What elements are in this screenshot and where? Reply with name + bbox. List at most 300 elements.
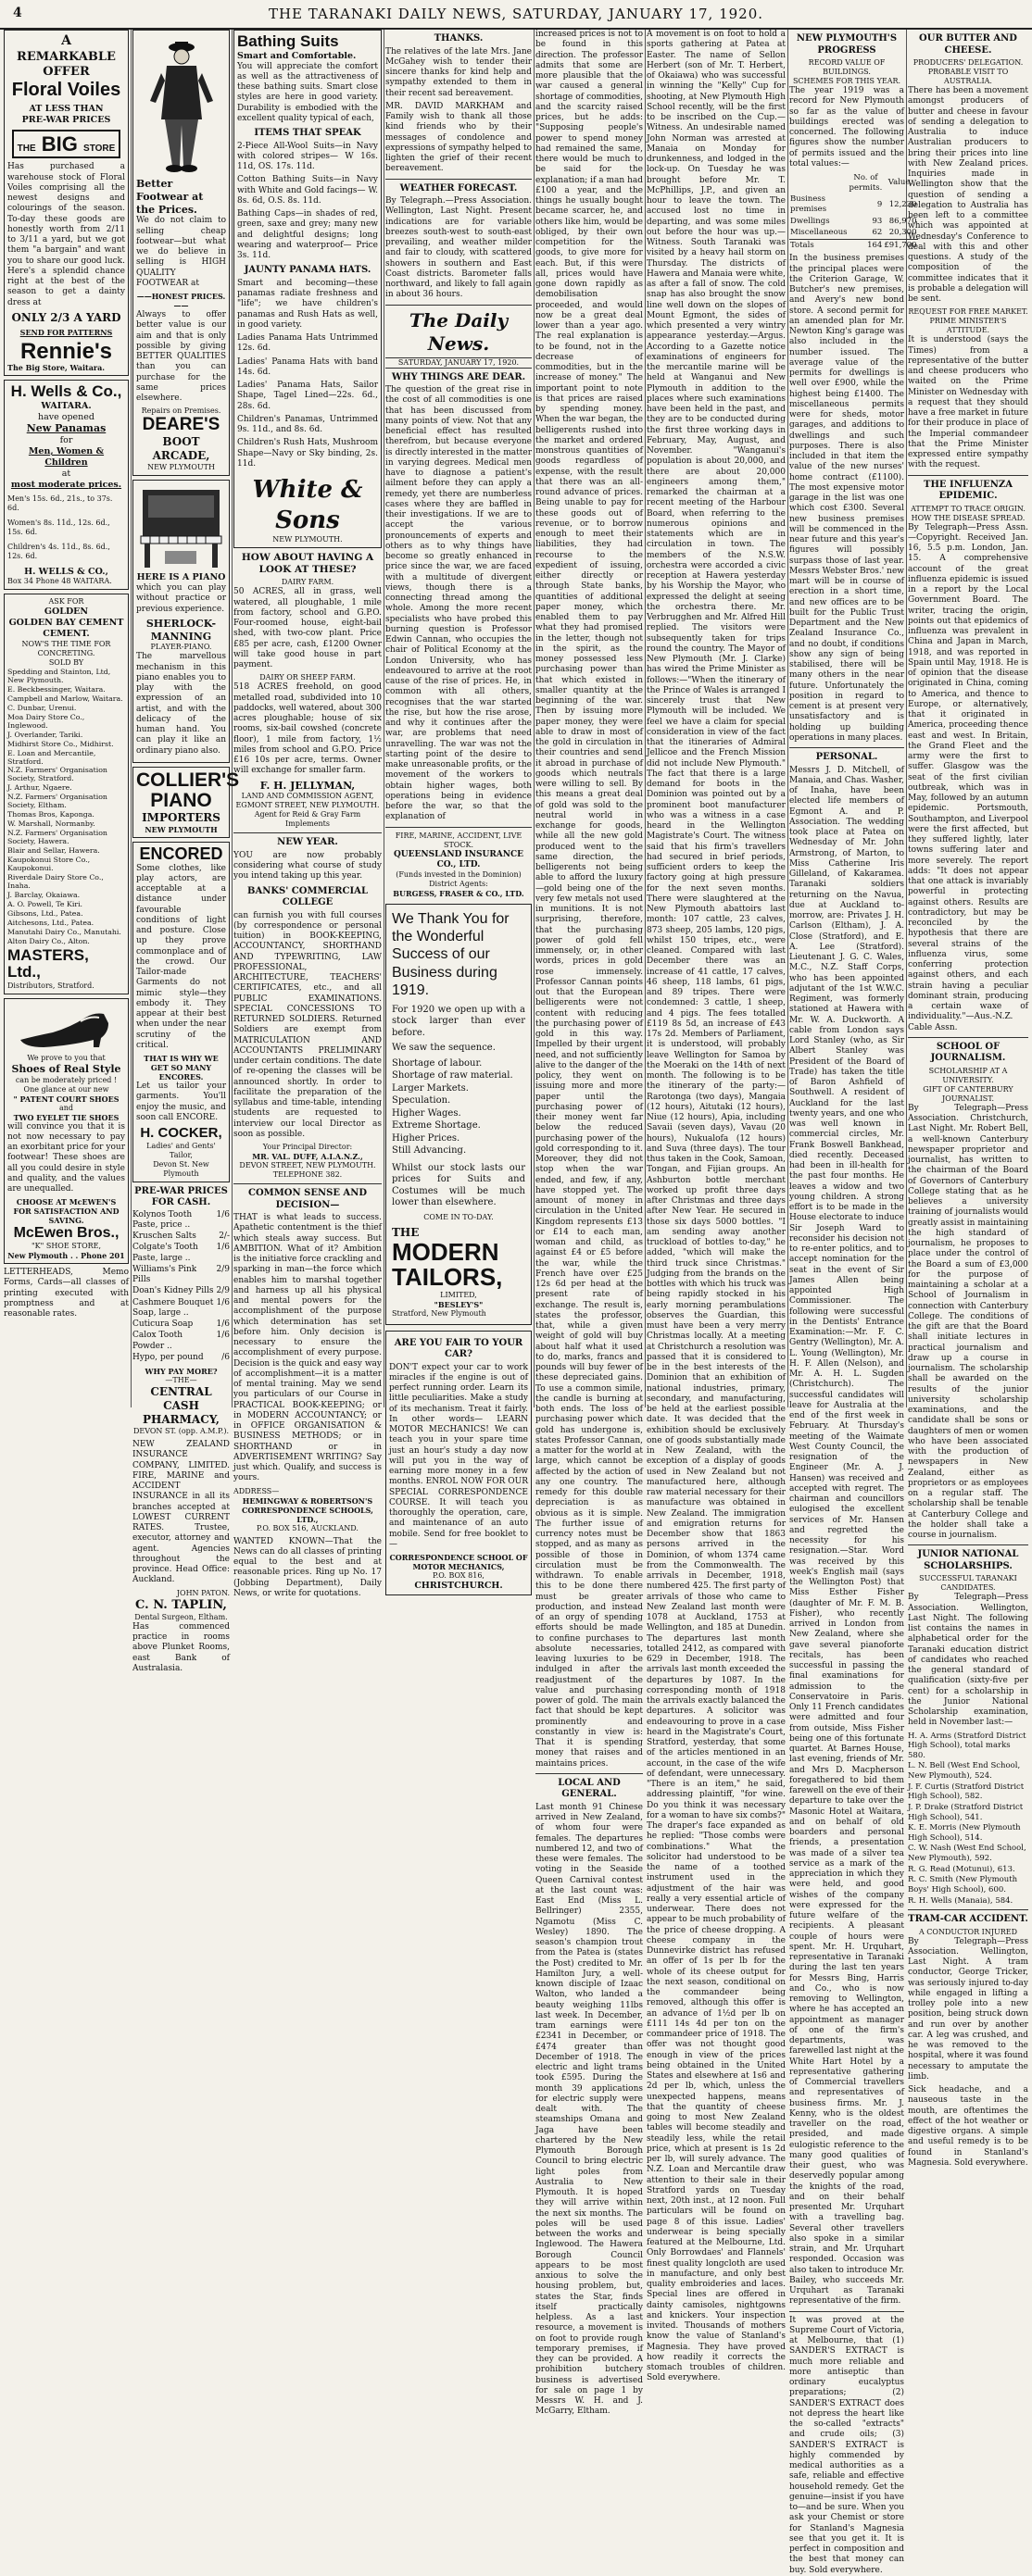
editorial-continued: increased prices is not to be found in this direction. The professor admits that some are more plausible that the war caused a general shortage of commodities, and the scarcity raised prices, but he adds: "Supposing people's power to spend money had remained the same, there would be much to be said for the explanation; if a man had £100 a year, and the things he usually bought became scarcer, he, and others like him, would be obliged, by their own competition for the goods, to give more for each. But, if this were all, prices would have gone down rapidly as demobilisation proceeded, and would now be a great deal lower than a year ago. The real explanation is to be found, not in the decrease of commodities, but in the increase of money." The important point to note is that prices are raised by spending money. When the war began, the belligerents rushed into the market and ordered monstrous quantities of goods regardless of expense, with the result that there was an all-round advance of prices. Being unable to pay for these goods out of revenue, or to borrow enough to meet their liabilities, they had recourse to the expedient of issuing, either directly or through State banks, quantities of additional paper money, which enabled them to pay what they had promised in the letter, though not in the spirit, as the money possessed less purchasing power than that which existed in smaller quantity at the beginning of the war. Then by issuing more paper money, they were able to draw in most of the gold in circulation in their countries and send it abroad in purchase of goods which neutrals were willing to sell. By this means a great deal of gold was sold to the neutral world in exchange for goods, while all the new gold produced went to the same direction, the belligerents not being able to afford the luxury—gold being one of the very few metals not used in munitions. It is not surprising, therefore, that the purchasing power of gold fell immensely, or, in other words, prices in gold rose immensely. Professor Cannan points out that the European belligerents were not content with reducing the purchasing power of gold in this way. Impelled by their urgent need, and not sufficiently alive to the danger of the policy, they went on issuing more and more paper until the purchasing power of their money went far below the reduced purchasing power of the gold corresponding to it. Moreover, they did not stop when the war ended, and few, if any, have stopped yet. The amount of money in circulation in the United Kingdom represents £13 or £14 to each man, woman and child, as against £4 or £5 before the war, while the French have over £25 12s 6d per head at the present rate of exchange. The result is, states the professor, that, while a given weight of gold will buy about half what it used to do, marks, francs and pounds will buy fewer of these depreciated gains. To use a common simile, the candle is burning at both ends. The loss of purchasing power which gold has undergone is, states Professor Cannan, a matter for the world at large, which cannot be affected by the action of any one country. The remedy for this double depreciation is as obvious as it is simple. The further issue of currency notes must be stopped, and as many as possible of those in circulation must be withdrawn. To enable this to be done there must be greater production, and instead of an orgy of spending efforts should be made to confine purchases to absolute necessaries, leaving luxuries to be indulged in after the readjustment of the value and purchasing power of gold. The main fact that should be kept prominently and constantly in view is: That it is spending money that raises and maintains prices. xyxy=(535,30,643,1769)
table-cell: Miscellaneous xyxy=(790,228,848,238)
ad-body: can furnish you with full courses (by correspondence or personal tuition) in BOOK-KEEPING, ACCOUNTANCY, SHORTHAND AND TYPEWRITING, LAW PROFESSIONAL, ARCHITECTURE, TEACHERS' CERTIFICATES, etc., and all PUBLIC EXAMINATIONS. SPECIAL CONCESSIONS TO RETURNED SOLDIERS. Returned Soldiers are exempt from MATRICULATION AND ACCOUNTANTS PRELIMINARY under certain conditions. The date of re-opening the classes will be announced shortly. In order to facilitate the preparation of the syllabus and time-table, intending students are requested to interview our local Director as soon as possible. xyxy=(233,910,382,1139)
college-ad xyxy=(233,837,382,1180)
ad-text: most moderate prices. xyxy=(10,479,122,490)
article-body: It is understood (says the Times) from a representative of the butter and cheese producers who waited on the Prime Minister on Wednesday with a request that they should have a free market in future for their produce in place of the Imperial commandeer that the Prime Minister expressed entire sympathy with the request. xyxy=(908,335,1028,470)
ad-text: NEW PLYMOUTH xyxy=(147,463,215,472)
article-heading: SCHOOL OF JOURNALISM. xyxy=(930,1041,1006,1064)
seller-item: J. Barclay, Okaiawa. xyxy=(7,890,81,899)
article-subheading: RECORD VALUE OF BUILDINGS. xyxy=(808,58,886,76)
table-row xyxy=(789,194,918,215)
ad-heading: ARE YOU FAIR TO YOUR CAR? xyxy=(394,1337,523,1360)
divider xyxy=(233,832,382,833)
ad-body: which you can play without practice or previous experience. xyxy=(136,583,226,614)
editorial-body: The question of the great rise in the cost of all commodities is one that has been discussed from many points of view. Not that any beneficial effect has resulted therefrom, but because everyone is directly interested in the matter in varying degrees. Medical men have to diagnose a patient's ailment before they can apply a remedy, yet there are numberless cases where they are baffled in their investigations. If we are to accept the various pronouncements of experts and others as to why things have become so greatly enhanced in price since the war, we are faced with a multitude of divergent views, though there is a connecting thread among the whole. Among the more recent specialists who have probed this burning question is Professor Edwin Cannan, who occupies the chair of Political Economy at the London University, who has endeavoured to arrive at the root cause of the rise of prices. He, in common with all others, recognises that the war started the rise, but how the rise arose, and why it continues after the war, are problems that need unravelling. The war was not the starting point of the desire to make unreasonable profits, or the movement of the workers to obtain higher wages, both operations being in evidence before the war, so that the explanation of xyxy=(385,385,532,822)
article-subheading: SCHOLARSHIP AT A UNIVERSITY. xyxy=(928,1066,1008,1084)
ad-text: ASK FOR xyxy=(48,597,84,606)
column-rule xyxy=(232,30,233,1407)
ad-text: MR. VAL. DUFF, A.I.A.N.Z., xyxy=(252,1152,363,1162)
list-item: Extreme Shortage. xyxy=(392,1120,481,1132)
ad-text: TELEPHONE 382. xyxy=(272,1170,343,1180)
list-item: Speculation. xyxy=(392,1095,451,1107)
ad-heading: JAUNTY PANAMA HATS. xyxy=(244,265,371,276)
price-item: Cashmere Bouquet Soap, large .. xyxy=(132,1297,214,1318)
price-item: Colgate's Tooth Paste, large .. xyxy=(132,1243,198,1263)
ad-title: the Prices. xyxy=(136,203,197,216)
table-cell: Totals xyxy=(790,240,814,250)
notice-body: The relatives of the late Mrs. Jane McGahey wish to tender their sincere thanks for kind help and sympathy extended to them in their recent sad bereavement. xyxy=(385,46,532,98)
list-item: Shortage of raw material. xyxy=(392,1070,513,1082)
ad-brand: CENTRAL CASH xyxy=(150,1385,212,1413)
divider xyxy=(535,1773,643,1774)
seller-item: J. Overlander, Tariki. xyxy=(7,730,83,739)
ad-text: Children's 4s. 11d., 8s. 6d., 12s. 6d. xyxy=(7,542,110,560)
ad-body: 50 ACRES, all in grass, well watered, all ploughable, 1 mile from factory, school and G.P.O. Four-roomed house, eight-bail shed, with two-cow plant. Price £85 per acre, cash, £1200 Owner will take good house in part payment. xyxy=(233,587,382,670)
ad-text: DEVON STREET, NEW PLYMOUTH. xyxy=(239,1161,376,1170)
ad-body: Has commenced practice in rooms above Plunket Rooms, east Bank of Australasia. xyxy=(132,1621,230,1673)
ad-text: JOHN PATON. xyxy=(176,1588,230,1597)
piano-illustration xyxy=(137,486,225,569)
ad-body: THAT is what leads to success. Apathetic contentment is the thief which steals away success. But AMBITION. What of it? Ambition is the initiative force crackling and sparking in man—the force which enables him to marshal together and harness up all his physical and mental powers for the accomplishment of the purpose which determination has set before him. Only decision is necessary to ensure the accomplishment of every purpose. Decision is the quick and easy way of accomplishment—it is a matter of mental training. May we send you particulars of our Course in PRACTICAL BOOK-KEEPING; or in MODERN ACCOUNTANCY; or in OFFICE ORGANISATION & BUSINESS METHODS; or in SHORTHAND or in ADVERTISEMENT WRITING? Say just which. Qualify, and success is yours. xyxy=(233,1213,382,1483)
ad-text: Agent for Reid & Gray Farm Implements xyxy=(254,810,361,829)
ad-text: THAT IS WHY WE GET SO MANY ENCORES. xyxy=(144,1054,219,1082)
price-value: /6 xyxy=(221,1352,230,1362)
advertorial: It was proved at the Supreme Court of Victoria, at Melbourne, that (1) SANDER'S EXTRACT is much more reliable and more antiseptic than ordinary eucalyptus preparations; (2) SANDER'S EXTRACT does not depress the heart like the so-called "extracts" and crude oils; (3) SANDER'S EXTRACT is highly commended by medical authorities as a safe, reliable and effective household remedy. Get the genuine—insist if you have to—and be sure. When you ask your Chemist or store for Stanland's Magnesia see that you get it. It is perfect in composition and the best that money can buy. Sold everywhere. xyxy=(789,2315,904,2575)
ad-text: TWO EYELET TIE SHOES xyxy=(13,1112,120,1122)
ad-text: COME IN TO-DAY. xyxy=(423,1212,494,1221)
section-heading: WEATHER FORECAST. xyxy=(399,182,518,194)
column-rule xyxy=(131,30,132,1407)
article-heading: TRAM-CAR ACCIDENT. xyxy=(908,1914,1028,1925)
editorial-heading: WHY THINGS ARE DEAR. xyxy=(391,371,526,382)
price-item: Doan's Kidney Pills xyxy=(132,1286,214,1296)
ad-text: BURGESS, FRASER & CO., LTD. xyxy=(393,889,524,898)
ad-text: at xyxy=(61,468,71,479)
ad-brand: MASTERS, Ltd., xyxy=(7,945,89,982)
ad-heading: HOW ABOUT HAVING A LOOK AT THESE? xyxy=(241,552,374,576)
ad-text: GOLDEN BAY CEMENT xyxy=(8,618,124,629)
logo-text: STORE xyxy=(83,143,116,154)
article-subheading: PRIME MINISTER'S ATTITUDE. xyxy=(929,317,1007,335)
queensland-insurance-ad xyxy=(385,832,532,899)
price-value: 1/6 xyxy=(216,1319,230,1330)
ad-text: Smart and Comfortable. xyxy=(237,50,357,61)
table-header: Value. xyxy=(887,178,913,188)
ad-text: LIMITED, xyxy=(440,1290,477,1299)
seller-item: Kaupokonui Store Co., Kaupokonui. xyxy=(7,856,91,872)
table-cell: Business premises xyxy=(790,194,827,214)
scholar-item: R. H. Wells (Manaia), 584. xyxy=(908,1895,1013,1906)
price-row xyxy=(132,1265,230,1286)
ad-title: Floral Voiles xyxy=(11,80,121,100)
newspaper-nameplate: The Daily News. xyxy=(409,308,509,355)
scholar-item: J. F. Curtis (Stratford District High School), 582. xyxy=(908,1782,1025,1802)
ad-text: FIRE, MARINE, ACCIDENT, LIVE STOCK. xyxy=(395,831,522,849)
divider xyxy=(908,1037,1028,1038)
motor-school-ad xyxy=(385,1331,532,1595)
divider xyxy=(789,747,904,748)
ad-list xyxy=(392,1058,525,1157)
article-body: By Telegraph—Press Association. Wellington, Last Night. A tram conductor, George Tricker, was seriously injured to-day while engaged in lifting a trolley pole into a new position, being struck down and run over by another car. A leg was crushed, and he was removed to the hospital, where it was found necessary to amputate the limb. xyxy=(908,1936,1028,2082)
ad-text: ——HONEST PRICES.—— xyxy=(136,292,226,310)
ad-body: Smart and becoming—these panamas radiate freshness and "life"; we have children's panamas and Rush Hats as well, in good variety. xyxy=(237,278,378,330)
list-item: Higher Wages. xyxy=(392,1107,461,1119)
ad-text: NEW PLYMOUTH. xyxy=(272,535,343,544)
price-item: Kruschen Salts xyxy=(132,1232,196,1242)
article-subheading: SCHEMES FOR THIS YEAR. xyxy=(792,77,901,85)
ad-text: Box 34 Phone 48 WAITARA. xyxy=(7,577,112,586)
divider xyxy=(908,1544,1028,1545)
ad-body: We do not claim to selling cheap footwear—but what we do believe in selling is HIGH QUALITY FOOTWEAR at xyxy=(136,216,226,288)
seller-item: C. Dunbar, Urenui. xyxy=(7,703,77,712)
price-item: Kolynos Tooth Paste, price .. xyxy=(132,1209,193,1230)
ad-brand: H. COCKER, xyxy=(140,1125,222,1142)
article-heading: OUR BUTTER AND CHEESE. xyxy=(919,33,1017,56)
price-value: 2/9 xyxy=(216,1286,230,1296)
ad-text: "K" SHOE STORE, xyxy=(31,1242,102,1251)
item-list xyxy=(237,333,378,469)
ad-text: Ladies' and Gents' Tailor, xyxy=(146,1141,216,1159)
seller-item: Manutahi Dairy Co., Manutahi. xyxy=(7,927,121,936)
table-cell: 62 xyxy=(872,228,883,238)
deares-ad xyxy=(132,30,230,476)
correspondence-ad xyxy=(233,1188,382,1599)
ad-body: Always to offer better value is our aim and that is only possible by giving BETTER QUALITIES than you can purchase for the same prices elsewhere. xyxy=(136,310,226,403)
seller-item: Blair and Sellar, Hawera. xyxy=(7,846,100,856)
ad-text: We prove to you that xyxy=(27,1053,106,1062)
ad-text: CORRESPONDENCE SCHOOL OF MOTOR MECHANICS, xyxy=(389,1553,528,1572)
scholar-list xyxy=(908,1732,1028,1907)
scholar-item: K. E. Morris (New Plymouth High School), 514. xyxy=(908,1823,1021,1843)
seller-item: Alton Dairy Co., Alton. xyxy=(7,936,90,945)
pharmacy-ad xyxy=(132,1186,230,1675)
ad-title: HERE IS A PIANO xyxy=(136,572,226,583)
ad-text: WHY PAY MORE? xyxy=(145,1367,218,1377)
man-illustration xyxy=(145,36,219,175)
ad-brand: Rennie's xyxy=(19,338,113,364)
ad-heading: NEW YEAR. xyxy=(277,837,338,848)
ad-text: P.O. BOX 816, xyxy=(433,1571,485,1581)
ad-body: YOU are now probably considering what course of study you intend taking up this year. xyxy=(233,850,382,882)
ad-text: A xyxy=(61,33,71,48)
ad-body: For 1920 we open up with a stock larger than ever before. xyxy=(392,1004,525,1038)
ad-text: Men, Women & Children xyxy=(28,446,105,468)
ad-text: Repairs on Premises. xyxy=(141,406,221,416)
seller-item: Spedding and Stainton, Ltd, New Plymouth. xyxy=(7,668,111,684)
ad-text: DAIRY FARM. xyxy=(281,578,334,587)
encored-ad xyxy=(132,842,230,1182)
article-heading: JUNIOR NATIONAL SCHOLARSHIPS. xyxy=(917,1549,1019,1571)
seller-item: E. Loan and Mercantile, Stratford. xyxy=(7,748,96,766)
table-row xyxy=(789,216,918,228)
column-2 xyxy=(132,30,240,1673)
article-subheading: SUCCESSFUL TARANAKI CANDIDATES. xyxy=(919,1574,1017,1593)
advertorial: Sick headache, and a nauseous taste in the mouth, are oftentimes the effect of the hot weather or digestive organs. A simple and useful remedy is to be found in Stanland's Magnesia. Sold everywhere. xyxy=(908,2085,1028,2168)
divider xyxy=(385,179,532,180)
ad-text: AT LESS THAN xyxy=(29,104,104,114)
item-entry: Children's Panamas, Untrimmed 9s. 11d., and 8s. 6d. xyxy=(237,414,378,435)
shoes-ad xyxy=(4,998,129,1264)
shoe-illustration xyxy=(16,1005,118,1051)
ad-text: SEND FOR PATTERNS xyxy=(19,327,113,337)
seller-item: Riverdale Dairy Store Co., Inaha. xyxy=(7,872,104,890)
insurance-notice: NEW ZEALAND INSURANCE COMPANY, LIMITED. FIRE, MARINE and ACCIDENT INSURANCE in all its branches accepted at LOWEST CURRENT RATES. Trustee, executor, attorney and agent. Agencies throughout the province. Head Office: Auckland. xyxy=(132,1440,230,1585)
edition-date: SATURDAY, JANUARY 17, 1920. xyxy=(385,357,532,369)
ad-text: CHOOSE AT McEWEN'S FOR SATISFACTION AND SAVING. xyxy=(13,1197,120,1226)
price-value: 1/6 xyxy=(216,1297,230,1307)
ad-text: The Big Store, Waitara. xyxy=(7,362,106,372)
divider xyxy=(908,1909,1028,1910)
column-4 xyxy=(385,30,532,1592)
item-entry: Ladies Panama Hats Untrimmed 12s. 6d. xyxy=(237,333,378,354)
masthead xyxy=(0,0,1032,30)
ad-text: IMPORTERS xyxy=(142,810,220,824)
seller-item: N.Z. Farmers' Organisation Society, Eltham. xyxy=(7,793,107,810)
ad-text: —THE— xyxy=(165,1376,197,1385)
ad-body: WANTED KNOWN—That the News can do all classes of printing equal to the best and at reasonable prices. Ring up No. 17 (Jobbing Department), Daily News, or write for quotations. xyxy=(233,1536,382,1598)
article-body: There has been a movement amongst producers of butter and cheese in favour of sending a delegation to Australia to induce Australian producers to bring their prices into line with New Zealand prices. Inquiries made in Wellington show that the question of sending a delegation to Australia has been left to a committee which was appointed at Wednesday's Conference to deal with this and other questions. A study of the composition of the committee indicates that it is probable a delegation will be sent. xyxy=(908,86,1028,304)
ad-text: WAITARA. xyxy=(41,400,92,411)
ad-text: " PATENT COURT SHOES xyxy=(13,1094,120,1104)
table-cell: Dwellings xyxy=(790,216,830,226)
article-body: The year 1919 was a record for New Plymouth so far as the value of buildings erected was concerned. The following figures show the number of permits issued and the total values:— xyxy=(789,86,904,169)
ad-text: One glance at our new xyxy=(23,1084,109,1094)
ad-text: PLAYER-PIANO. xyxy=(150,643,212,652)
price-row xyxy=(132,1319,230,1330)
ad-text: Women's 8s. 11d., 12s. 6d., 15s. 6d. xyxy=(7,518,110,536)
article-subheading: PRODUCERS' DELEGATION. xyxy=(912,58,1024,67)
seller-item: Moa Dairy Store Co., Inglewood. xyxy=(7,712,85,730)
notice-body: By Telegraph.—Press Association. Wellington, Last Night. Present indications are for variable breezes south-west to south-east prevailing, and weather milder and fair to cloudy, with scattered showers in southern and East Coast districts. Barometer falls northward, and likely to fall again in about 36 hours. xyxy=(385,196,532,300)
scholar-item: L. N. Bell (West End School, New Plymouth), 524. xyxy=(908,1761,1021,1781)
wells-ad xyxy=(4,380,129,590)
list-item: Higher Prices. xyxy=(392,1132,460,1144)
seller-item: A. O. Powell, Te Kiri. xyxy=(7,899,83,908)
item-entry: Bathing Caps—in shades of red, green, saxe and grey; many new and delightful designs; long wearing and waterproof— Price 3s. 11d. xyxy=(237,209,378,261)
article-subheading: A CONDUCTOR INJURED xyxy=(918,1927,1018,1936)
ad-text: and xyxy=(58,1103,74,1112)
ad-text: "BESLEY'S" xyxy=(434,1299,484,1309)
masthead-title: THE TARANAKI DAILY NEWS, SATURDAY, JANUARY 17, 1920. xyxy=(268,6,764,22)
ad-heading: COMMON SENSE AND DECISION— xyxy=(247,1188,368,1210)
ad-text: (Funds invested in the Dominion) District Agents: xyxy=(396,870,522,888)
table-cell: 93 xyxy=(872,216,883,226)
ad-brand: TAILORS, xyxy=(392,1263,503,1292)
ad-brand: MODERN xyxy=(392,1237,499,1266)
table-cell: 86,970 xyxy=(888,216,917,226)
ad-title: H. Wells & Co., xyxy=(10,381,122,400)
ad-brand: DEARE'S xyxy=(142,415,220,435)
divider xyxy=(789,2311,904,2312)
notice-body: MR. DAVID MARKHAM and Family wish to thank all those kind friends who by their messages of condolence and expressions of sympathy helped to lighten the grief of their recent bereavement. xyxy=(385,101,532,174)
ad-price: ONLY 2/3 A YARD xyxy=(11,310,121,324)
price-list xyxy=(132,1210,230,1364)
ad-text: NOW'S THE TIME FOR CONCRETING. xyxy=(21,640,111,657)
ad-heading: ITEMS THAT SPEAK xyxy=(254,128,361,139)
scholar-item: R. G. Read (Motunui), 613. xyxy=(908,1864,1015,1874)
price-row xyxy=(132,1232,230,1242)
price-row xyxy=(132,1210,230,1232)
article-body: By Telegraph—Press Association. Wellington, Last Night. The following list contains the names in alphabetical order for the Taranaki education district of candidates who reached the general standard of qualification (sixty-five per cent) for a scholarship in the Junior National Scholarship examination, held in November last:— xyxy=(908,1593,1028,1728)
ad-title: Bathing Suits xyxy=(237,32,339,50)
personal-items: Messrs J. D. Mitchell, of Manaia, and Chas. Washer, of Inaha, have been elected life members of Egmont A. and P. Association. The wedding took place at Patea on Wednesday of Mr. John Armstrong, of Marton, to Miss Catherine Iris Gilleland, of Kakaramea. Taranaki soldiers returning on the Navua, due at Auckland to-morrow, are: Privates J. H. Carlson (Eltham), J. A. Close (Stratford), and E. A. Lee (Stratford). Lieutenant J. G. C. Wales, M.C., N.Z. Staff Corps, who has been appointed adjutant of the 1st W.W.C. Regiment, was formerly stationed at Hawera with Mr. W. A. Duckworth. A cable from London says Lord Stanley (who, as Sir Albert Stanley was President of the Board of Trade) has taken the title of Baron Ashfield of Southwell. A resident of Auckland for the last twenty years, and one who was well known in commercial circles, Mr. Frank Boswell Bankhead, died recently. Deceased had been in ill-health for the past four months. He leaves a widow and two young children. A strong effort is to be made in the House electorate to induce Sir Joseph Ward to reconsider his decision not to re-enter politics, and to accept nomination for the seat in the event of Sir James Allen being appointed High Commissioner. The following were successful in the Dentists' Entrance Examination:—Mr. F. C. Gentry (Wellington), Mr. A. L. Young (Wellington), Mr. H. F. Allen (Nelson), and Mr. A. H. L. Sugden (Christchurch). The successful candidates will leave for Australia at the end of the first week in February. At Thursday's meeting of the Waimate West County Council, the resignation of the Engineer (Mr. A. J. Hansen) was received and accepted with regret. The chairman and councillors eulogised the excellent services of Mr. Hansen and regretted the necessity for his resignation.—Star. Word was received by this week's English mail (says the Wellington Post) that Miss Esther Fisher (daughter of Mr. F. M. B. Fisher), who recently arrived in London from New Zealand, where she gave several pianoforte recitals, has been successful in passing the final examinations for admission to the Conservatoire in Paris. Only 11 French candidates were admitted and four from outside, Miss Fisher being one of this fortunate quartet. At Barnes House, last evening, friends of Mr. and Mrs D. Macpherson foregathered to bid them farewell on the eve of their departure to take over the Masonic Hotel at Waitara, and on behalf of old boarders and personal friends, a presentation was made of a silver tea service as a mark of the appreciation in which they were held, and good wishes of the company were expressed for the future welfare of the recipients. A pleasant couple of hours were spent. Mr. H. Urquhart, representative in Taranaki during the last ten years for Messrs Bing, Harris and Co., who is now removing to Wellington, where he has accepted an appointment as manager of one of the firm's departments, was farewelled last night at the White Hart Hotel by a representative gathering of Commercial travellers and representatives of business firms. Mr. J. Kenny, who is the oldest traveller on the road, presided, and made eulogistic reference to the many good qualities of their guest, who was deservedly popular among the knights of the road, and on their behalf presented Mr. Urquhart with a travelling bag. Several other travellers also spoke in a similar strain, and Mr. Urquhart responded. Occasion was also taken to introduce Mr. Bailey, who succeeds Mr. Urquhart as Taranaki representative of the firm. xyxy=(789,765,904,2307)
price-value: 1/6 xyxy=(216,1209,230,1219)
seller-item: N.Z. Farmers' Organisation Society, Stratford. xyxy=(7,766,107,783)
ad-brand: THE xyxy=(392,1225,420,1239)
ad-text: H. WELLS & CO., xyxy=(24,566,108,577)
ad-body: Some clothes, like play actors, are acceptable at a distance under favourable conditions of light and posture. Close up they prove commonplace and of the crowd. Our Tailor-made Garments do not mimic style—they embody it. They appear at their best when under the near scrutiny of the critical. xyxy=(136,863,226,1050)
ad-text: CEMENT. xyxy=(43,629,90,640)
seller-item: E. Beckbessinger, Waitara. xyxy=(7,684,106,694)
scholar-item: C. W. Nash (West End School, New Plymouth), 592. xyxy=(908,1844,1026,1863)
ad-text: OFFER xyxy=(43,64,90,79)
ad-text: Your Principal Director: xyxy=(262,1143,353,1152)
section-heading: THANKS. xyxy=(434,33,484,44)
item-entry: Cotton Bathing Suits—in Navy with White and Gold facings— W. 8s. 6d, O.S. 8s. 11d. xyxy=(237,175,378,206)
article-subheading: REQUEST FOR FREE MARKET. xyxy=(908,307,1028,317)
logo-text: BIG xyxy=(41,131,78,156)
seller-item: Aitchesons, Ltd., Patea. xyxy=(7,918,94,927)
ad-text: BOOT ARCADE, xyxy=(152,435,210,463)
article-body: By Telegraph—Press Assn.—Copyright. Received Jan. 16, 5.5 p.m. London, Jan. 15. A comprehensive account of the great influenza epidemic is issued in a report by the Local Government Board. The writer, tracing the origin, points out that epidemics of influenza was prevalent in China and Japan in March, 1918, and was reported in Spain until May, 1918. He is of opinion that the disease originated in China, coming to America, and thence to Europe, or alternatively, that it originated in America, proceeding thence east and west. In Britain, the Grand Fleet and the army were the first to suffer. Glasgow was the seat of the first civilian outbreak, which was in May, followed by an autumn epidemic. Portsmouth, Southampton, and Liverpool were the first affected, but they suffered lightly, later towns suffering later and more severely. The report adds: "It does not appear that one attack is invariably powerful in protecting against others. Results are contradictory, but may be reconciled by the hypothesis that there are several strains of the influenza virus, some conferring protection against others, and each strain having a peculiar dominant strain, producing a certain waxe of individuality."—Aus.-N.Z. Cable Assn. xyxy=(908,522,1028,1032)
price-row xyxy=(132,1353,230,1363)
ad-body: You will appreciate the comfort as well as the attractiveness of these bathing suits. Smart close styles are here in good variety. Durability is embodied with the excellent quality typical of each, xyxy=(237,61,378,123)
ad-brand: F. H. JELLYMAN, xyxy=(259,779,356,792)
ad-title: Better Footwear at xyxy=(136,178,204,203)
seller-item: J. Arthur, Ngaere. xyxy=(7,783,72,793)
table-cell: £91,700 xyxy=(884,240,917,250)
list-item: Larger Markets. xyxy=(392,1082,469,1094)
ad-brand: McEwen Bros., xyxy=(13,1225,120,1242)
ad-heading: BANKS' COMMERCIAL COLLEGE xyxy=(247,885,368,908)
ad-text: Men's 15s. 6d., 21s., to 37s. 6d. xyxy=(7,494,113,512)
ad-body: Let us tailor your garments. You'll enjoy the music, and soon call ENCORE. xyxy=(136,1082,226,1122)
article-subheading: ATTEMPT TO TRACE ORIGIN. xyxy=(911,504,1026,513)
cement-ad xyxy=(4,594,129,994)
price-row xyxy=(132,1243,230,1264)
colliers-ad xyxy=(132,767,240,838)
news-items: A movement is on foot to hold a sports gathering at Patea at Easter. The name of Sellon Herbert (son of Mr. T. Herbert, of Okaiawa) who was successful in winning the "Kelly" Cup for shooting, at New Plymouth High School recently, will be the first to be inscribed on the Cup.—Witness. An undesirable named John Norman was arrested at Manaia on Monday for drunkenness, and lodged in the lock-up. On Tuesday he was brought before Mr. T. McPhillips, J.P., and given an hour to leave the town. The accused lost no time in departing, and was some miles out before the hour was up.—Witness. South Taranaki was visited by a heavy hail storm on Thursday. The districts of Hawera and Manaia were white, as after a fall of snow. The cold snap has also brought the snow line well down on the slopes of Mount Egmont, the sides of which presented a very wintry appearance yesterday.—Argus. According to a Gazette notice examinations of engineers for the mercantile marine will be held at Wanganui and New Plymouth in addition to the places where such examinations have been held in the past, and they are to be conducted during the first three working days in February, May, August, and November. "Wanganui's population is about 20,000, and there are about 20,000 engineers among them," remarked the chairman at a recent meeting of the Harbour Board, when referring to the numerous opinions and statements which are in circulation in town. The members of the N.S.W. orchestra were accorded a civic reception at Hawera yesterday by his Worship the Mayor, who expressed the delight at seeing the orchestra there. Mr. Verbrugghen and Mr. Alfred Hill replied. The visitors were subsequently taken for trips round the country. The Mayor of New Plymouth (Mr. J. Clarke) has wired the Prime Minister as follows:—"When the itinerary of the Prince of Wales is arranged I sincerely trust that New Plymouth will be included. We feel we have a claim for special consideration in view of the fact that the itineraries of Admiral Jellicoe and the French Mission did not include New Plymouth." The fact that there is a large demand for boots in the Dominion was pointed out by a prominent boot manufacturer who was a witness in a case heard in the Wellington Magistrate's Court. The witness said that his firm's travellers had secured in brief periods, sufficient orders to keep the factory going at high pressure for the next seven months. There were slaughtered at the New Plymouth abattoirs last month: 107 cattle, 23 calves, 873 sheep, 205 lambs, 120 pigs, whilst 150 tripes, etc., were cleaned. Compared with last December there was an increase of 41 cattle, 17 calves, 46 sheep, 118 lambs, 61 pigs, and 89 tripes. There were condemned: 3 cattle, 1 sheep, and 4 pigs. The fees totalled £119 8s 5d, an increase of £43 17s 2d. Members of Parliament, it is understood, will probably leave Wellington for Samoa by the Moeraki on the 14th of next month. The following is to be the itinerary of the party:—Rarotonga (two days), Mangaia (12 hours), Aitutaki (12 hours), Niue (12 hours), Apia, including Savaii (seven days), Vavau (20 hours), Nukualofa (12 hours) and Suva (three days). The tour thus taken in the Cook, Samoan, Tongan, and Fijian groups. An Ashburton bottle merchant worked up profit three days after Christmas and three days after New Year. He secured in those six days 5000 bottles. "I am sending away another truckload of bottles to-day," he added, "which will make the third truck since Christmas." Judging from the brands on the bottles with which his truck was being rapidly stocked in his early morning perambulations observes the Guardian, this must have been a very merry Christmas locally. At a meeting at Christchurch a resolution was passed that it is considered to be in the best interests of the Dominion that an exhibition of national industries, primary, secondary, and manufacturing, be held at the earliest possible date. It was decided that the exhibition should be exclusively one of goods substantially made in New Zealand, with the exception of a display of goods used in New Zealand but not manufactured here, although raw material necessary for their manufacture was obtained in New Zealand. The immigration and emigration returns for December show that 1863 persons arrived in the Dominion, of whom 1374 came from the Commonwealth. The arrivals in December, 1918, numbered 425. The first party of arrivals of those who came to New Zealand last month were 1078 at Auckland, 1753 at Wellington, and 185 at Dunedin. The departures last month totalled 2412, as compared with 629 in December, 1918. The arrivals last month exceeded the departures by 1087. In the corresponding month of 1918 the arrivals exactly balanced the departures. A solicitor was endeavouring to prove in a case heard in the Magistrate's Court, Stratford, yesterday, that some of the articles mentioned in an account, in the case of the wife of defendant, were unnecessary. "There is an item," he said, addressing plaintiff, "for wine. Do you think it was necessary for a woman to have six combs?" The draper's face expanded as he replied: "Those combs were combinations." What the solicitor had understood to be the name of a toothed instrument used in the adjustment of the hair was really a very essential article of underwear. There does not appear to be much probability of the price of cheese dropping. A cheese company in the Dunnevirke district has refused an offer of 1s per lb for the whole of its cheese output for the next season, conditional on the commandeer being removed, although this offer is an advance of 1½d per lb on £111 14s 4d per ton on the commandeer price of 1918. The offer was not thought good enough in view of the prices being obtained in the United States and elsewhere at 1s6 and 2d per lb, which, unless the unexpected happens, means that the quantity of cheese going to most New Zealand tables will become steadily and steadily less, while the retail price, which at present is 1s 2d per lb, will surely advance. The N.Z. Loan and Mercantile draw attention to their sale in their Stratford yards on Tuesday next, 20th inst., at 12 noon. Full particulars will be found on page 8 of this issue. Ladies' underwear is being specially featured at the Melbourne, Ltd. Only Borrowdaes' and Flannels' finest quality longcloth are used in manufacture, and only best quality embroideries and laces. Special lines are offered in dainty camisoles, nightgowns and knickers. Your inspection invited. Thousands of mothers know the value of Stanland's Magnesia. They have proved how readily it corrects the stomach troubles of children. Sold everywhere. xyxy=(647,30,786,2383)
ad-text: GOLDEN xyxy=(44,606,89,618)
ad-body: will convince you that it is not now necessary to pay an exorbitant price for your footwear! These shoes are all you could desire in style and quality, and the values are unequalled. xyxy=(7,1121,125,1194)
ad-brand: White & Sons xyxy=(252,476,363,534)
building-permits-table xyxy=(789,172,918,251)
ad-text: PRE-WAR PRICES xyxy=(21,114,111,125)
seller-item: Gibsons, Ltd., Patea. xyxy=(7,908,83,918)
ad-text: New Plymouth . . Phone 201 xyxy=(7,1251,125,1261)
scholar-item: H. A. Arms (Stratford District High School), total marks 580. xyxy=(908,1731,1026,1760)
farms-ad xyxy=(233,552,382,829)
ad-text: for xyxy=(59,435,73,446)
ad-title: ENCORED xyxy=(139,844,223,863)
article-heading: THE INFLUENZA EPIDEMIC. xyxy=(924,479,1013,501)
ad-text: REMARKABLE xyxy=(17,49,116,64)
item-entry: Ladies' Panama Hats with band 14s. 6d. xyxy=(237,356,378,377)
table-cell: 9 xyxy=(876,199,883,209)
ad-title: We Thank You for the Wonderful Success of our Business during 1919. xyxy=(392,911,510,998)
item-entry: Children's Rush Hats, Mushroom Shape—Navy or Sky binding, 2s. 11d. xyxy=(237,438,378,469)
seller-item: N.Z. Farmers' Organisation Society, Hawera. xyxy=(7,829,107,846)
ad-text: ADDRESS— xyxy=(233,1486,280,1495)
divider xyxy=(385,827,532,828)
price-value: 1/6 xyxy=(216,1243,230,1253)
item-entry: 2-Piece All-Wool Suits—in Navy with colored stripes— W 16s. 11d, OS. 17s. 11d. xyxy=(237,141,378,172)
table-header: No. of permits. xyxy=(849,173,883,193)
ad-body: 518 ACRES freehold, on good metalled road, subdivided into 10 paddocks, well watered, about 300 acres ploughable; house of six rooms, six-bail cowshed (concrete floor), 1 mile from factory, 1½ miles from school and G.P.O. Price £16 10s per acre, terms. Owner will exchange for smaller farm. xyxy=(233,682,382,776)
ad-brand: PHARMACY, xyxy=(143,1413,220,1427)
ad-brand: PIANO xyxy=(150,789,212,811)
ad-text: CHRISTCHURCH. xyxy=(414,1581,503,1592)
item-list xyxy=(237,142,378,262)
price-item: Hypo, per pound xyxy=(132,1352,204,1362)
big-store-logo xyxy=(12,130,121,159)
news-items: Last month 91 Chinese arrived in New Zealand, of whom four were females. The departures numbered 12, and two of these were females. The voting in the Seaside Queen Carnival contest at the last count was: East End (Miss L. Bellringer) 2355, Ngamotu (Miss C. Wesley) 1890. The season's champion trout from the Patea is (states the Post) credited to Mr. Hamilton Jury, a well-known disciple of Izaac Walton, who landed a beauty weighing 11lbs last week. In December, tram earnings were £2341 in December, or £474 greater than December of 1918. The electric and light trams took £595. During the month 39 applications for electric supply were dealt with. The steamships Omana and Jaga have been chartered by the New Plymouth Borough Council to bring electric light poles from Australia to New Plymouth. It is hoped they will arrive within the next six months. The poles will be used between the works and Inglewood. The Hawera Borough Council appears to be most anxious to solve the housing problem, but, states the Star, finds itself practically helpless. As a last resource, a movement is on foot to provide rough temporary premises, if they can be provided. A prohibition butchery business is advertised for sale on page 1 by Messrs W. H. and J. McGarry, Eltham. xyxy=(535,1802,643,2417)
logo-text: THE xyxy=(17,143,36,154)
price-row xyxy=(132,1298,230,1319)
seller-item: Thomas Bros, Kaponga. xyxy=(7,810,94,819)
section-heading: PERSONAL. xyxy=(815,752,878,763)
ad-text: DAIRY OR SHEEP FARM. xyxy=(259,673,356,682)
divider xyxy=(385,305,532,306)
price-item: Calox Tooth Powder .. xyxy=(132,1331,183,1351)
table-cell: 12,230 xyxy=(888,199,917,209)
column-rule xyxy=(645,30,646,1407)
scholar-item: J. P. Drake (Stratford District High School), 541. xyxy=(908,1802,1024,1822)
ad-text: have opened xyxy=(37,411,95,422)
ad-text: can be moderately priced ! xyxy=(15,1075,118,1084)
ad-text: Distributors, Stratford. xyxy=(7,981,94,990)
table-cell: 20,300 xyxy=(888,228,917,238)
table-header xyxy=(789,172,849,194)
column-6 xyxy=(647,30,786,2383)
ad-title: Shoes of Real Style xyxy=(11,1062,121,1075)
ad-body: DON'T expect your car to work miracles if the engine is out of perfect running order. Learn its little peculiarities. Make a study of its mechanism. Treat it fairly. In other words— LEARN MOTOR MECHANICS! We can teach you in your spare time just an hour's study a day now will put you in the way of earning more money in a few months. ENROL NOW FOR OUR SPECIAL CORRESPONDENCE COURSE. It will teach you thoroughly the operation, care, and maintenance of an auto mobile. Send for free booklet to— xyxy=(389,1362,528,1549)
ad-text: P.O. BOX 516, AUCKLAND. xyxy=(257,1523,359,1532)
ad-body: Has purchased a warehouse stock of Floral Voiles comprising all the newest designs and colourings of the season. To-day these goods are honestly worth from 2/11 to 3/11 a yard, but we got them "a bargain" and want you to share our good luck. Here's a splendid chance right at the best of the season to get a dainty dress at xyxy=(7,162,125,307)
bathing-suits-ad xyxy=(233,30,382,548)
column-7 xyxy=(789,30,917,2575)
column-rule xyxy=(534,30,535,1407)
column-5 xyxy=(535,30,643,2417)
table-cell: 164 xyxy=(867,240,883,250)
price-value: 2/- xyxy=(219,1232,230,1242)
ad-brand: SHERLOCK-MANNING xyxy=(145,617,217,643)
ad-text: New Panamas xyxy=(26,422,107,435)
ad-text: SOLD BY xyxy=(48,658,84,667)
list-item: Still Advancing. xyxy=(392,1145,467,1157)
divider xyxy=(908,475,1028,476)
ad-body: Whilst our stock lasts our prices for Suits and Costumes will be much lower than elsewhere. xyxy=(392,1162,525,1208)
printing-notice: LETTERHEADS, Memo Forms, Cards—all classes of printing executed with promptness and at reasonable rates. xyxy=(4,1268,129,1319)
divider xyxy=(233,1183,382,1184)
ad-title: PRE-WAR PRICES FOR CASH. xyxy=(134,1185,228,1208)
modern-tailors-ad xyxy=(385,904,532,1325)
table-row xyxy=(789,227,918,239)
ad-text: Devon St. New Plymouth xyxy=(153,1159,209,1178)
page-number: 4 xyxy=(13,6,22,20)
scholar-item: R. C. Smith (New Plymouth Boys' High School), 600. xyxy=(908,1875,1018,1894)
price-value: 1/6 xyxy=(216,1331,230,1341)
list-item: Shortage of labour. xyxy=(392,1057,483,1069)
seller-item: W. Marshall, Normanby. xyxy=(7,819,95,829)
price-row xyxy=(132,1286,230,1296)
piano-ad xyxy=(132,480,230,763)
column-1 xyxy=(4,30,129,1407)
ad-text: NEW PLYMOUTH xyxy=(145,824,218,834)
ad-text: We saw the sequence. xyxy=(392,1043,496,1054)
ad-body: The marvellous mechanism in this piano enables you to play with the expression of an artist, and with the delicacy of the human hand. You can play it like an ordinary piano also. xyxy=(136,652,226,756)
column-8 xyxy=(908,30,1028,2168)
article-subheading: PROBABLE VISIT TO AUSTRALIA. xyxy=(927,68,1009,85)
